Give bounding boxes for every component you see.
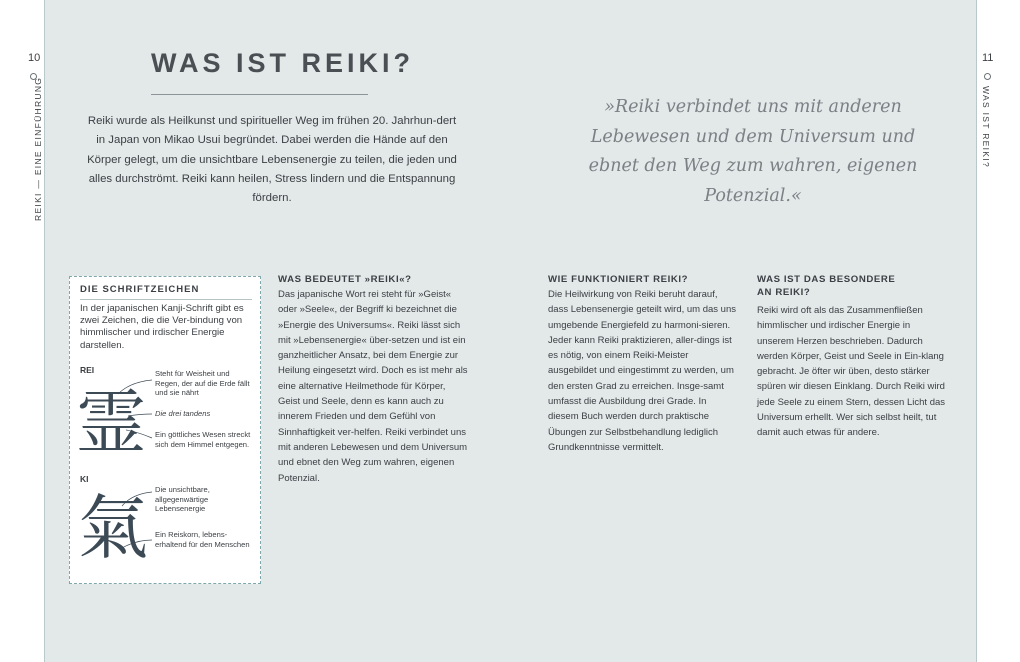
page-number-right: 11 bbox=[982, 52, 994, 64]
kanji-rei-glyph: 霊 bbox=[76, 382, 146, 464]
running-head-right: WAS IST REIKI? bbox=[981, 86, 991, 168]
column-heading-special: WAS IST DAS BESONDERE AN REIKI? bbox=[757, 274, 896, 298]
leader-ki-2 bbox=[122, 540, 152, 548]
kanji-ki-label: KI bbox=[80, 474, 89, 484]
kanji-ki-note-2: Ein Reiskorn, lebens-erhaltend für den Menschen bbox=[155, 530, 250, 549]
sidebar-heading: DIE SCHRIFTZEICHEN bbox=[80, 284, 200, 295]
kanji-rei-note-2: Die drei tandens bbox=[155, 409, 211, 418]
kanji-rei-label: REI bbox=[80, 365, 95, 375]
kanji-ki-glyph: 氣 bbox=[78, 487, 148, 569]
column-heading-meaning: WAS BEDEUTET »REIKI«? bbox=[278, 274, 412, 285]
leader-rei-2 bbox=[128, 414, 152, 416]
column-text-meaning: Das japanische Wort rei steht für »Geist« oder »Seele«, der Begriff ki bezeichnet die »Energie des Universums«. Reiki lässt sich mit »Lebensenergie« über-setzen und ist ein ganzheitlicher Ansatz, bei dem Energie zur Heilung eingesetzt wird. Doch es ist mehr als eine alternative Heilmethode für Körper, Geist und Seele, denn es kann auch zu innerem Frieden und dem Gefühl von Sinnhaftigkeit ver-helfen. Reiki verbindet uns mit anderen Lebewesen und dem Universum und ebnet den Weg zum wahren, eigenen Potenzial. bbox=[278, 289, 468, 484]
leader-rei-3 bbox=[126, 430, 152, 438]
running-head-left: REIKI — EINE EINFÜHRUNG bbox=[33, 76, 43, 221]
column-text-how: Die Heilwirkung von Reiki beruht darauf, dass Lebensenergie geteilt wird, um das uns umgebende Energiefeld zu harmoni-sieren. Jeder kann Reiki praktizieren, aller-dings ist es nötig, von einem Reiki-Meister ausgebildet und eingestimmt zu werden, um den ersten Grad zu erreichen. Insge-samt umfasst die Ausbildung drei Grade. In diesem Buch werden durch praktische Übungen zur Selbstbehandlung lediglich Grundkenntnisse vermittelt. bbox=[548, 289, 737, 453]
kanji-rei-note-3: Ein göttliches Wesen streckt sich dem Himmel entgegen. bbox=[155, 430, 251, 449]
column-heading-how: WIE FUNKTIONIERT REIKI? bbox=[548, 274, 689, 285]
page-number-left: 10 bbox=[28, 52, 41, 64]
intro-text: Reiki wurde als Heilkunst und spiritueller Weg im frühen 20. Jahrhun-dert in Japan von Mikao Usui begründet. Dabei werden die Hände auf den Körper gelegt, um die unsichtbare Lebensenergie zu teilen, die jeden und alles durchströmt. Reiki kann heilen, Stress lindern und die Entspannung fördern. bbox=[87, 115, 457, 205]
sidebar-text: In der japanischen Kanji-Schrift gibt es zwei Zeichen, die die Ver-bindung von himmlischer und irdischer Energie darstellen. bbox=[80, 303, 244, 351]
kanji-rei-note-1: Steht für Weisheit und Regen, der auf die Erde fällt und sie nährt bbox=[155, 369, 250, 398]
page-title: WAS IST REIKI? bbox=[151, 48, 415, 78]
kanji-ki-note-1: Die unsichtbare, allgegenwärtige Lebensenergie bbox=[155, 485, 210, 514]
leader-rei-1 bbox=[118, 380, 152, 394]
leader-ki-1 bbox=[122, 492, 152, 506]
column-text-special: Reiki wird oft als das Zusammenfließen himmlischer und irdischer Energie in unserem Herzen beschrieben. Dadurch werden Körper, Geist und Seele in Ein-klang gebracht. Je öfter wir üben, desto stärker spüren wir diesen Einklang. Durch Reiki wird jede Seele zu einem Stern, dessen Licht das Universum erhellt. Wer sich selbst heilt, tut damit auch etwas für andere. bbox=[757, 305, 946, 439]
pull-quote: »Reiki verbindet uns mit anderen Lebewesen und dem Universum und ebnet den Weg zum wahren, eigenen Potenzial.« bbox=[588, 97, 918, 206]
